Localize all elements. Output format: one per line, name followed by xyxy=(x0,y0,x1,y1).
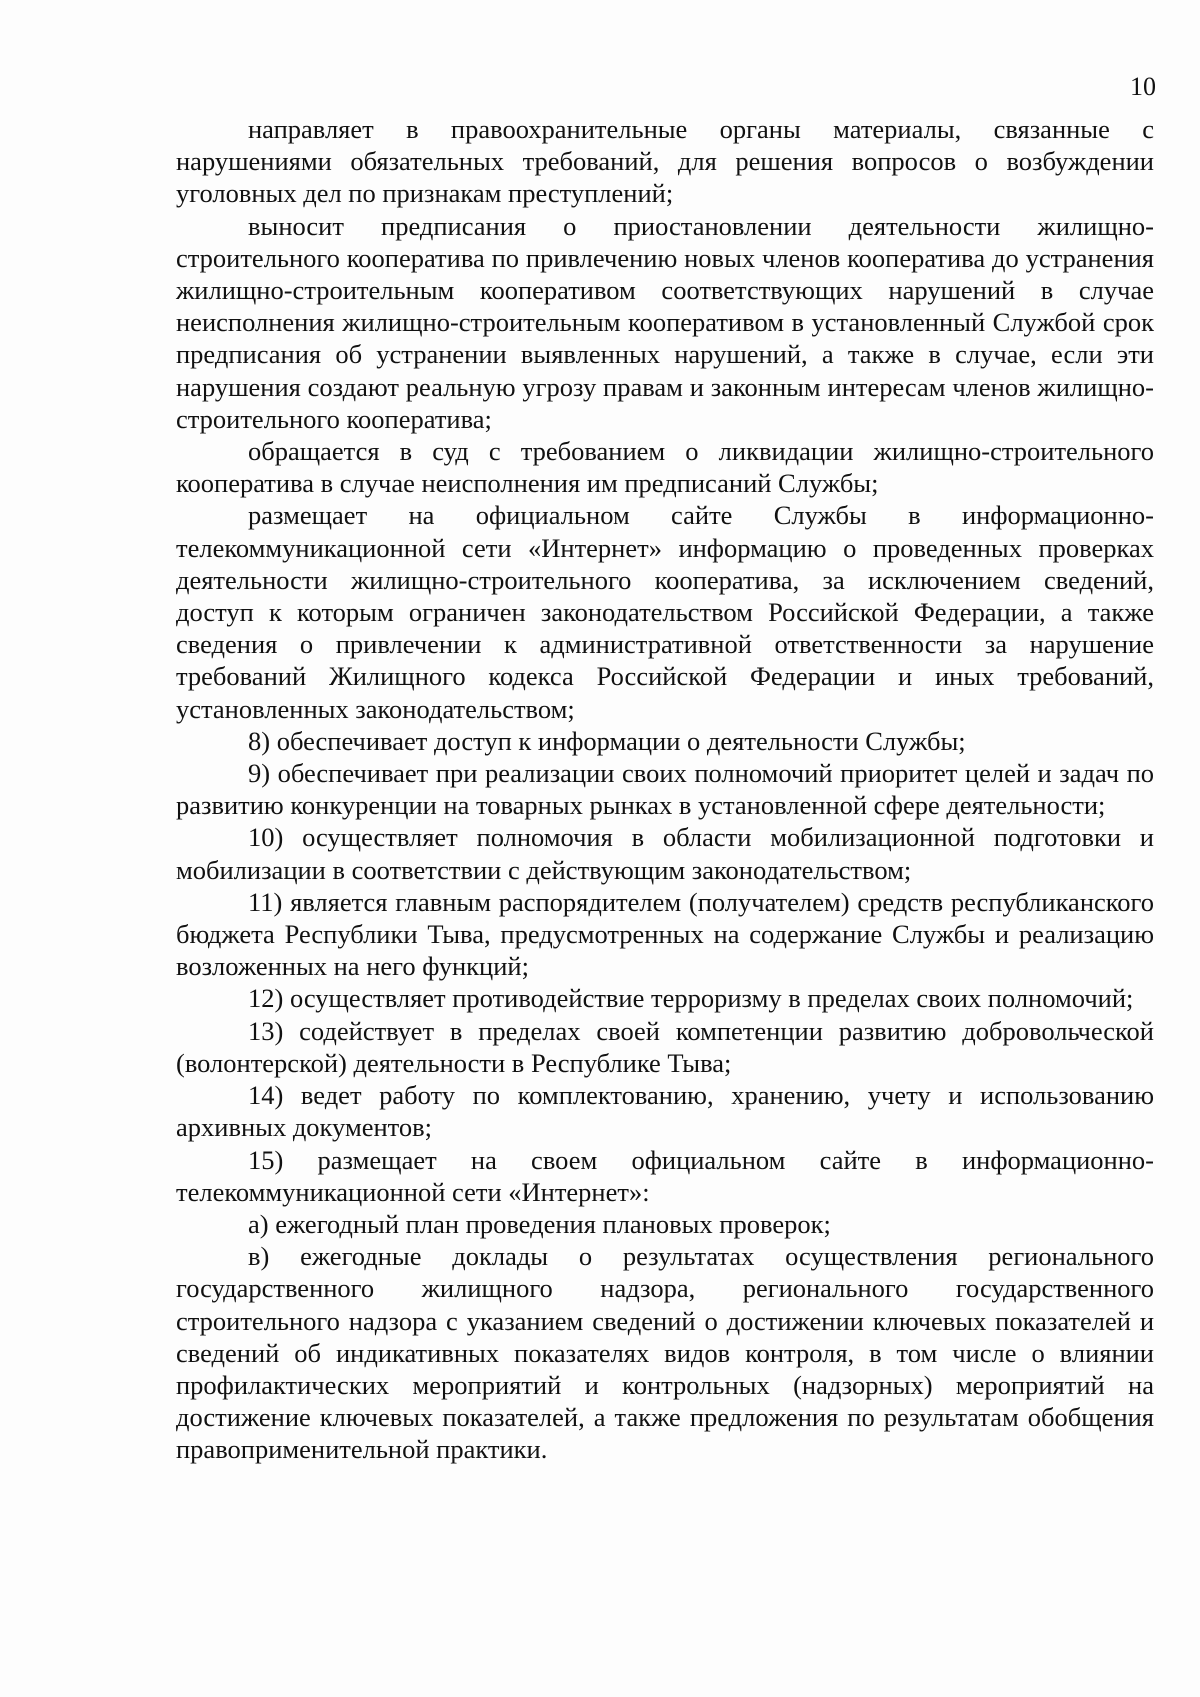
paragraph-item-9: 9) обеспечивает при реализации своих полномочий приоритет целей и задач по развитию конкуренции на товарных рынках в установленной сфере деятельности; xyxy=(176,758,1154,821)
paragraph-item-13: 13) содействует в пределах своей компетенции развитию добровольческой (волонтерской) деятельности в Республике Тыва; xyxy=(176,1015,1154,1078)
paragraph-publish-inspections: размещает на официальном сайте Службы в информационно-телекоммуникационной сети «Интернет» информацию о проведенных проверках деятельности жилищно-строительного кооператива, за исключением сведений, доступ к которым ограничен законодательством Российской Федерации, а также сведения о привлечении к административной ответственности за нарушение требований Жилищного кодекса Российской Федерации и иных требований, установленных законодательством; xyxy=(176,500,1154,724)
page-number: 10 xyxy=(1130,72,1156,101)
paragraph-item-12: 12) осуществляет противодействие терроризму в пределах своих полномочий; xyxy=(248,983,1134,1014)
paragraph-subitem-a: а) ежегодный план проведения плановых проверок; xyxy=(248,1208,831,1239)
paragraph-item-8: 8) обеспечивает доступ к информации о деятельности Службы; xyxy=(248,725,966,756)
document-body xyxy=(176,113,1154,1466)
paragraph-subitem-v: в) ежегодные доклады о результатах осуществления регионального государственного жилищного надзора, регионального государственного строительного надзора с указанием сведений о достижении ключевых показателей и сведений об индикативных показателях видов контроля, в том числе о влиянии профилактических мероприятий и контрольных (надзорных) мероприятий на достижение ключевых показателей, а также предложения по результатам обобщения правоприменительной практики. xyxy=(176,1241,1154,1465)
paragraph-law-enforcement: направляет в правоохранительные органы материалы, связанные с нарушениями обязательных требований, для решения вопросов о возбуждении уголовных дел по признакам преступлений; xyxy=(176,114,1154,209)
paragraph-item-14: 14) ведет работу по комплектованию, хранению, учету и использованию архивных документов; xyxy=(176,1080,1154,1143)
paragraph-item-10: 10) осуществляет полномочия в области мобилизационной подготовки и мобилизации в соответствии с действующим законодательством; xyxy=(176,822,1154,885)
paragraph-suspension-order: выносит предписания о приостановлении деятельности жилищно-строительного кооператива по привлечению новых членов кооператива до устранения жилищно-строительным кооперативом соответствующих нарушений в случае неисполнения жилищно-строительным кооперативом в установленный Службой срок предписания об устранении выявленных нарушений, а также в случае, если эти нарушения создают реальную угрозу правам и законным интересам членов жилищно-строительного кооператива; xyxy=(176,210,1154,434)
paragraph-court-liquidation: обращается в суд с требованием о ликвидации жилищно-строительного кооператива в случае неисполнения им предписаний Службы; xyxy=(176,436,1154,499)
paragraph-item-11: 11) является главным распорядителем (получателем) средств республиканского бюджета Республики Тыва, предусмотренных на содержание Службы и реализацию возложенных на него функций; xyxy=(176,886,1154,982)
paragraph-item-15: 15) размещает на своем официальном сайте в информационно-телекоммуникационной сети «Интернет»: xyxy=(176,1144,1154,1207)
